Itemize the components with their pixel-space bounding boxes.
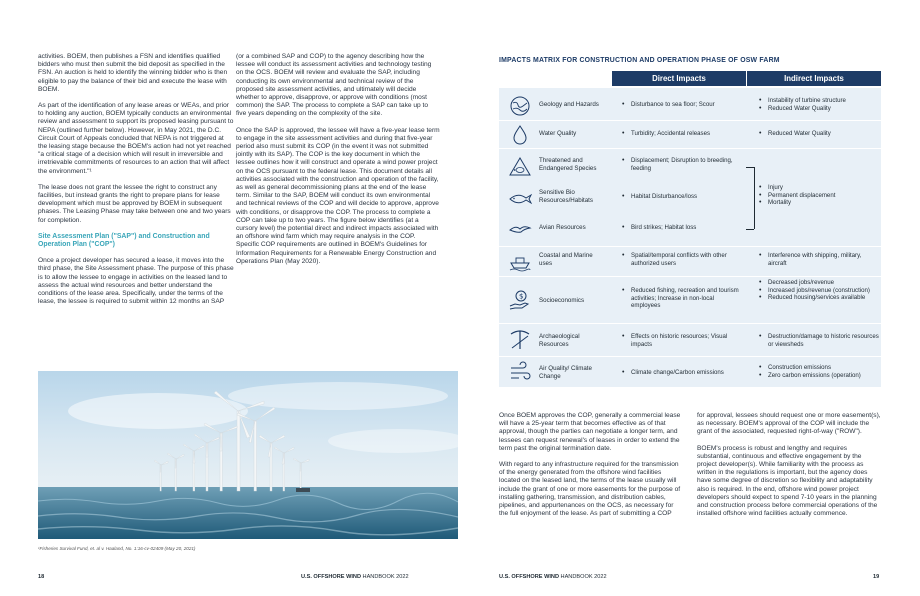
impact-item: • Zero carbon emissions (operation) xyxy=(759,372,881,380)
fish-icon xyxy=(508,187,532,211)
right-column-1 xyxy=(499,412,684,526)
left-column-2 xyxy=(236,53,440,274)
row-divider xyxy=(499,323,881,324)
footer-left xyxy=(301,574,409,580)
impact-item: • Permanent displacement xyxy=(759,192,881,200)
wind-farm-illustration xyxy=(38,371,458,539)
page-number-left: 18 xyxy=(38,574,45,580)
row-label-archaeological: Archaeological Resources xyxy=(539,333,580,348)
paragraph: for approval, lessees should request one or more easement(s), as necessary. BOEM's approval of the COP will include the grant of the associated, requested right-of-way ("ROW"). xyxy=(697,412,881,436)
section-heading: Site Assessment Plan ("SAP") and Construction and Operation Plan ("COP") xyxy=(38,232,210,249)
water-drop-icon xyxy=(508,123,532,147)
bracket-line xyxy=(754,167,755,229)
row-label-water-quality: Water Quality xyxy=(539,130,577,137)
row-label-air-quality: Air Quality/ Climate Change xyxy=(539,365,592,380)
page-number-right: 19 xyxy=(873,574,880,580)
impact-item: • Interference with shipping, military, aircraft xyxy=(759,252,881,267)
row-divider xyxy=(499,356,881,357)
hand-money-icon xyxy=(508,288,532,312)
impact-item: • Reduced housing/services available xyxy=(759,294,881,302)
indirect-water-quality xyxy=(759,130,881,138)
impact-item: • Climate change/Carbon emissions xyxy=(622,369,744,377)
row-divider xyxy=(499,276,881,277)
endangered-species-icon xyxy=(508,155,532,179)
row-label-geology: Geology and Hazards xyxy=(539,101,599,108)
paragraph: activities. BOEM, then publishes a FSN and identifies qualified bidders who must then submit the bid deposit as specified in the FSN. An auction is held to identify the winning bidder who is then eligible to pay the balance of their bid and execute the lease with BOEM. xyxy=(38,53,228,93)
impact-item: • Destruction/damage to historic resources or viewsheds xyxy=(759,333,881,348)
impact-item: • Decreased jobs/revenue xyxy=(759,279,881,287)
impact-item: • Turbidity; Accidental releases xyxy=(622,130,744,138)
direct-coastal xyxy=(622,252,744,267)
indirect-socioeconomics xyxy=(759,279,881,302)
paragraph: With regard to any infrastructure required for the transmission of the energy generated from the offshore wind facilities located on the leased land, the terms of the lease usually will include the grant of one or more easements for the purpose of installing gathering, transmission, and distribution cables, pipelines, and appurtenances on the OCS, as necessary for the full enjoyment of the lease. As part of submitting a COP xyxy=(499,461,681,518)
ship-icon xyxy=(508,249,532,273)
right-column-2 xyxy=(697,412,882,526)
impact-item: • Disturbance to sea floor; Scour xyxy=(622,101,744,109)
impact-item: • Effects on historic resources; Visual impacts xyxy=(622,333,744,348)
row-divider xyxy=(499,148,881,149)
impact-item: • Bird strikes; Habitat loss xyxy=(622,224,744,232)
row-label-coastal: Coastal and Marine uses xyxy=(539,252,593,267)
footer-right xyxy=(499,574,607,580)
impact-item: • Reduced Water Quality xyxy=(759,105,881,113)
bird-icon xyxy=(508,217,532,241)
direct-threatened-species xyxy=(622,157,744,172)
paragraph: The lease does not grant the lessee the right to construct any facilities, but instead grants the right to prepare plans for lease development which must be approved by BOEM in subsequent phases. The Leasing Phase may take between one and two years for completion. xyxy=(38,183,231,224)
row-divider xyxy=(499,246,881,247)
impact-item: • Reduced fishing, recreation and tourism activities; Increase in non-local employees xyxy=(622,287,744,310)
offshore-wind-farm-photo xyxy=(38,371,458,539)
footer-suffix: HANDBOOK 2022 xyxy=(558,574,607,580)
paragraph: BOEM's process is robust and lengthy and requires substantial, continuous and effective engagement by the project developer(s). While familiarity with the process as written in the regulations is important, but the agency does have some degree of discretion so flexibility and adaptability also is required. In the end, offshore wind power project developers should expect to spend 7-10 years in the planning and construction process before commercial operations of the installed offshore wind facilities actually commence. xyxy=(697,444,878,518)
direct-sensitive-bio xyxy=(622,193,744,201)
impact-item: • Habitat Disturbance/loss xyxy=(622,193,744,201)
matrix-title: IMPACTS MATRIX FOR CONSTRUCTION AND OPERATION PHASE OF OSW FARM xyxy=(499,57,780,64)
geology-globe-icon xyxy=(508,94,532,118)
paragraph: Once the SAP is approved, the lessee will have a five-year lease term to engage in the site assessment activities and during that five-year period also must submit its COP (in the event it was not submitted jointly with its SAP). The COP is the key document in which the lessee outlines how it will construct and operate a wind power project on the OCS pursuant to the federal lease. This document details all activities associated with the construction and operation of the facility, as well as general decommissioning plans at the end of the lease term. Similar to the SAP, BOEM will conduct its own environmental and technical reviews of the COP and will decide to approve, approve with conditions, or disapprove the COP. The process to complete a COP can take up to two years. The figure below identifies (at a cursory level) the potential direct and indirect impacts associated with an offshore wind farm which may require analysis in the COP. Specific COP requirements are outlined in BOEM's Guidelines for Information Requirements for a Renewable Energy Construction and Operations Plan (May 2020). xyxy=(236,126,440,265)
header-indirect-impacts: Indirect Impacts xyxy=(747,71,881,86)
impact-item: • Increased jobs/revenue (construction) xyxy=(759,287,881,295)
direct-avian xyxy=(622,224,744,232)
header-direct-impacts: Direct Impacts xyxy=(612,71,746,86)
impact-item: • Spatial/temporal conflicts with other authorized users xyxy=(622,252,744,267)
footer-brand: U.S. OFFSHORE WIND xyxy=(301,574,361,580)
direct-socioeconomics xyxy=(622,287,744,310)
impact-item: • Displacement; Disruption to breeding, feeding xyxy=(622,157,744,172)
bracket-line xyxy=(746,167,754,168)
impact-item: • Injury xyxy=(759,184,881,192)
paragraph: (or a combined SAP and COP) to the agency describing how the lessee will conduct its assessment activities and technology testing on the OCS. BOEM will review and evaluate the SAP, including conducting its own environmental and technical review of the proposed site assessment activities, and ultimately will decide whether to approve, disapprove, or approve with conditions (most common) the SAP. The process to complete a SAP can take up to five years depending on the complexity of the site. xyxy=(236,53,432,118)
row-divider xyxy=(499,120,881,121)
footer-brand: U.S. OFFSHORE WIND xyxy=(499,574,559,580)
direct-archaeological xyxy=(622,333,744,348)
indirect-archaeological xyxy=(759,333,881,348)
paragraph: As part of the identification of any lease areas or WEAs, and prior to holding any auction, BOEM typically conducts an environmental review and assessment to support its proposed leasing pursuant to NEPA (outlined further below). However, in May 2021, the D.C. Circuit Court of Appeals concluded that NEPA is not triggered at the leasing stage because the BOEM's action had not yet reached "a critical stage of a decision which will result in irreversible and irretrievable commitments of resources to an action that will affect the environment."¹ xyxy=(38,102,234,175)
footnote: ¹Fisheries Survival Fund, et. al v. Haaland, No. 1:16-cv-02409 (May 20, 2021) xyxy=(38,546,196,551)
row-label-sensitive-bio: Sensitive Bio Resources/Habitats xyxy=(539,189,593,204)
left-column-1 xyxy=(38,53,234,314)
impact-item: • Construction emissions xyxy=(759,364,881,372)
indirect-coastal xyxy=(759,252,881,267)
direct-geology xyxy=(622,101,744,109)
indirect-geology xyxy=(759,97,881,112)
direct-water-quality xyxy=(622,130,744,138)
indirect-sensitive-bio xyxy=(759,184,881,207)
paragraph: Once a project developer has secured a lease, it moves into the third phase, the Site Assessment phase. The purpose of this phase is to allow the lessee to engage in activities on the leased land to assess the actual wind resources and better understand the conditions of the lease area. Specifically, under the terms of the lease, the lessee is required to submit within 12 months an SAP xyxy=(38,257,234,306)
row-label-threatened-species xyxy=(539,157,609,172)
svg-text:$: $ xyxy=(519,292,524,301)
wind-icon xyxy=(508,360,532,384)
impact-item: • Reduced Water Quality xyxy=(759,130,881,138)
row-label-avian: Avian Resources xyxy=(539,224,586,231)
row-label-text: Threatened and Endangered Species xyxy=(539,157,597,172)
paragraph: Once BOEM approves the COP, generally a commercial lease will have a 25-year term that becomes effective as of that approval, though the parties can negotiate a longer term, and lessees can request renewal's of leases in order to extend the term past the original termination date. xyxy=(499,412,681,452)
pickaxe-icon xyxy=(508,328,532,352)
row-label-socioeconomics: Socioeconomics xyxy=(539,297,585,304)
direct-air-quality xyxy=(622,369,744,377)
impact-item: • Mortality xyxy=(759,199,881,207)
footer-suffix: HANDBOOK 2022 xyxy=(360,574,409,580)
indirect-air-quality xyxy=(759,364,881,379)
impact-item: • Instability of turbine structure xyxy=(759,97,881,105)
bracket-line xyxy=(746,229,754,230)
